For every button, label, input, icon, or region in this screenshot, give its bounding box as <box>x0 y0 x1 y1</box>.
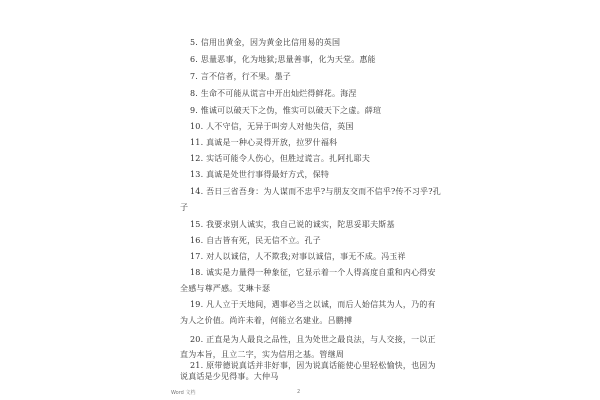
quote-line-14-cont: 子 <box>180 203 189 212</box>
quote-line-12: 12. 实话可能令人伤心，但胜过谎言。扎阿扎耶夫 <box>190 154 371 163</box>
quote-line-14: 14. 吾日三省吾身：为人谋而不忠乎?与朋友交而不信乎?传不习乎?孔 <box>190 187 441 196</box>
quote-line-5: 5. 信用出黄金，因为黄金比信用易的英国 <box>190 38 341 47</box>
quote-line-18: 18. 诚实是力量得一种象征，它显示着一个人得高度自重和内心得安 <box>190 268 436 277</box>
quote-line-8: 8. 生命不可能从谎言中开出灿烂得鲜花。海涅 <box>190 89 357 98</box>
quote-line-20: 20. 正直是为人最良之品性，且为处世之最良法，与人交接，一以正 <box>190 335 436 344</box>
quote-line-17: 17. 对人以诚信，人不欺我;对事以诚信，事无不成。冯玉祥 <box>190 252 406 261</box>
footer-doc-label: Word 文档 <box>171 390 196 396</box>
footer-page-number: 2 <box>297 389 301 395</box>
quote-line-13: 13. 真诚是处世行事得最好方式，保特 <box>190 170 330 179</box>
quote-line-9: 9. 惟诚可以破天下之伪，惟实可以破天下之虚。薛瑄 <box>190 106 382 115</box>
quote-line-15: 15. 我要求别人诚实，我自己说的诚实，陀思妥耶夫斯基 <box>190 220 395 229</box>
quote-line-20-cont: 直为本旨，且立二字，实为信用之基。管继周 <box>180 350 344 359</box>
quote-line-19-cont: 为人之价值。尚许未着，何能立名建业。吕鹏搏 <box>180 316 353 325</box>
quote-line-10: 10. 人不守信，无异于叫旁人对他失信，英国 <box>190 122 354 131</box>
quote-line-21-cont: 说真话是少见得事。大仲马 <box>180 372 279 381</box>
quote-line-7: 7. 言不信者，行不果。墨子 <box>190 72 291 81</box>
quote-line-19: 19. 凡人立于天地间，遇事必当之以诚，而后人始信其为人，乃的有 <box>190 300 436 309</box>
quote-line-16: 16. 自古皆有死，民无信不立。孔子 <box>190 236 321 245</box>
quote-line-6: 6. 思量恶事，化为地狱;思量善事，化为天堂。惠能 <box>190 55 376 64</box>
quote-line-21: 21. 原带德说真话并非好事，因为说真话能使心里轻松愉快，也因为 <box>190 361 436 370</box>
quote-line-18-cont: 全感与尊严感。艾琳卡瑟 <box>180 284 271 293</box>
quote-line-11: 11. 真诚是一种心灵得开放，拉罗什福科 <box>190 138 338 147</box>
